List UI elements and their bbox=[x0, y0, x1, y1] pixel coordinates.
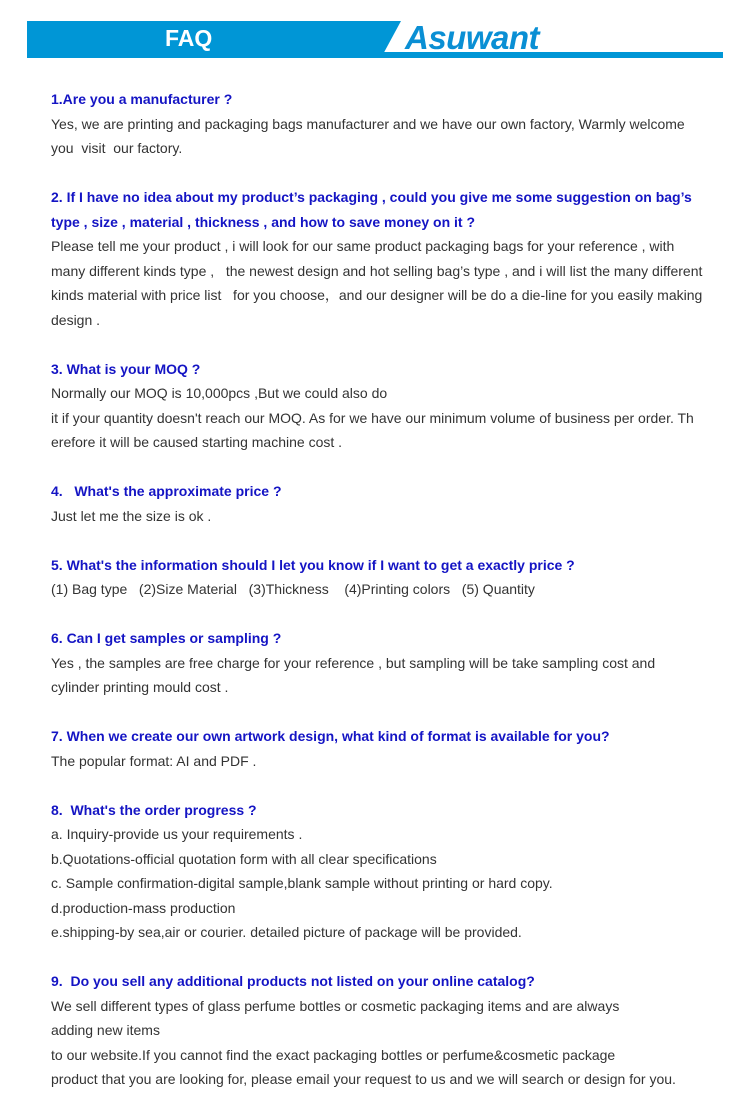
faq-item bbox=[51, 798, 731, 945]
faq-banner bbox=[27, 21, 723, 58]
faq-answer: adding new items bbox=[51, 1022, 160, 1038]
banner-shape bbox=[27, 21, 723, 58]
faq-answer: Just let me the size is ok . bbox=[51, 507, 212, 524]
faq-item bbox=[51, 357, 731, 455]
faq-answer: Normally our MOQ is 10,000pcs ,But we could also do bbox=[51, 385, 388, 401]
faq-question: 7. When we create our own artwork design, what kind of format is available for you? bbox=[51, 728, 610, 744]
faq-item bbox=[51, 185, 731, 332]
faq-answer: Yes, we are printing and packaging bags manufacturer and we have our own factory, Warmly welcome bbox=[51, 115, 685, 132]
faq-item bbox=[51, 553, 731, 602]
faq-item bbox=[51, 724, 731, 773]
faq-question: 8. What's the order progress ? bbox=[51, 801, 257, 818]
faq-question: 3. What is your MOQ ? bbox=[51, 360, 201, 377]
faq-list bbox=[51, 87, 731, 1116]
faq-answer: Yes , the samples are free charge for your reference , but sampling will be take sampling cost and bbox=[51, 654, 656, 671]
faq-answer: a. Inquiry-provide us your requirements . bbox=[51, 826, 303, 842]
faq-answer: Please tell me your product , i will look for our same product packaging bags for your reference , with bbox=[51, 238, 675, 254]
faq-answer: to our website.If you cannot find the exact packaging bottles or perfume&cosmetic package bbox=[51, 1046, 616, 1063]
faq-answer: b.Quotations-official quotation form with all clear specifications bbox=[51, 850, 437, 867]
faq-item bbox=[51, 969, 731, 1092]
faq-answer: (1) Bag type (2)Size Material (3)Thickness (4)Printing colors (5) Quantity bbox=[51, 581, 535, 597]
faq-answer: d.production-mass production bbox=[51, 899, 236, 916]
faq-question: 1.Are you a manufacturer ? bbox=[51, 91, 233, 107]
faq-question: 2. If I have no idea about my product’s packaging , could you give me some suggestion on bag’s bbox=[51, 189, 692, 205]
faq-question: type , size , material , thickness , and how to save money on it ? bbox=[51, 213, 476, 230]
faq-answer: cylinder printing mould cost . bbox=[51, 679, 229, 695]
faq-question: 4. What's the approximate price ? bbox=[51, 483, 282, 499]
faq-title: FAQ bbox=[165, 25, 213, 51]
faq-answer: The popular format: AI and PDF . bbox=[51, 752, 257, 769]
faq-answer: e.shipping-by sea,air or courier. detailed picture of package will be provided. bbox=[51, 924, 522, 940]
faq-answer: product that you are looking for, please email your request to us and we will search or design for you. bbox=[51, 1071, 676, 1087]
faq-item bbox=[51, 87, 731, 161]
faq-answer: design . bbox=[51, 311, 101, 328]
faq-question: 5. What's the information should I let you know if I want to get a exactly price ? bbox=[51, 556, 575, 573]
faq-answer: kinds material with price list for you choose，and our designer will be do a die-line for you easily making bbox=[51, 287, 703, 303]
faq-item bbox=[51, 626, 731, 700]
faq-item bbox=[51, 479, 731, 528]
faq-question: 6. Can I get samples or sampling ? bbox=[51, 630, 282, 646]
brand-logo: Asuwant bbox=[405, 19, 540, 56]
faq-question: 9. Do you sell any additional products not listed on your online catalog? bbox=[51, 973, 535, 989]
faq-answer: We sell different types of glass perfume bottles or cosmetic packaging items and are always bbox=[51, 997, 620, 1014]
faq-answer: many different kinds type , the newest design and hot selling bag’s type , and i will list the many different bbox=[51, 262, 703, 279]
faq-answer: erefore it will be caused starting machine cost . bbox=[51, 434, 343, 450]
faq-answer: it if your quantity doesn't reach our MOQ. As for we have our minimum volume of business per order. Th bbox=[51, 409, 694, 426]
faq-answer: c. Sample confirmation-digital sample,blank sample without printing or hard copy. bbox=[51, 875, 553, 891]
faq-answer: you visit our factory. bbox=[51, 140, 183, 156]
